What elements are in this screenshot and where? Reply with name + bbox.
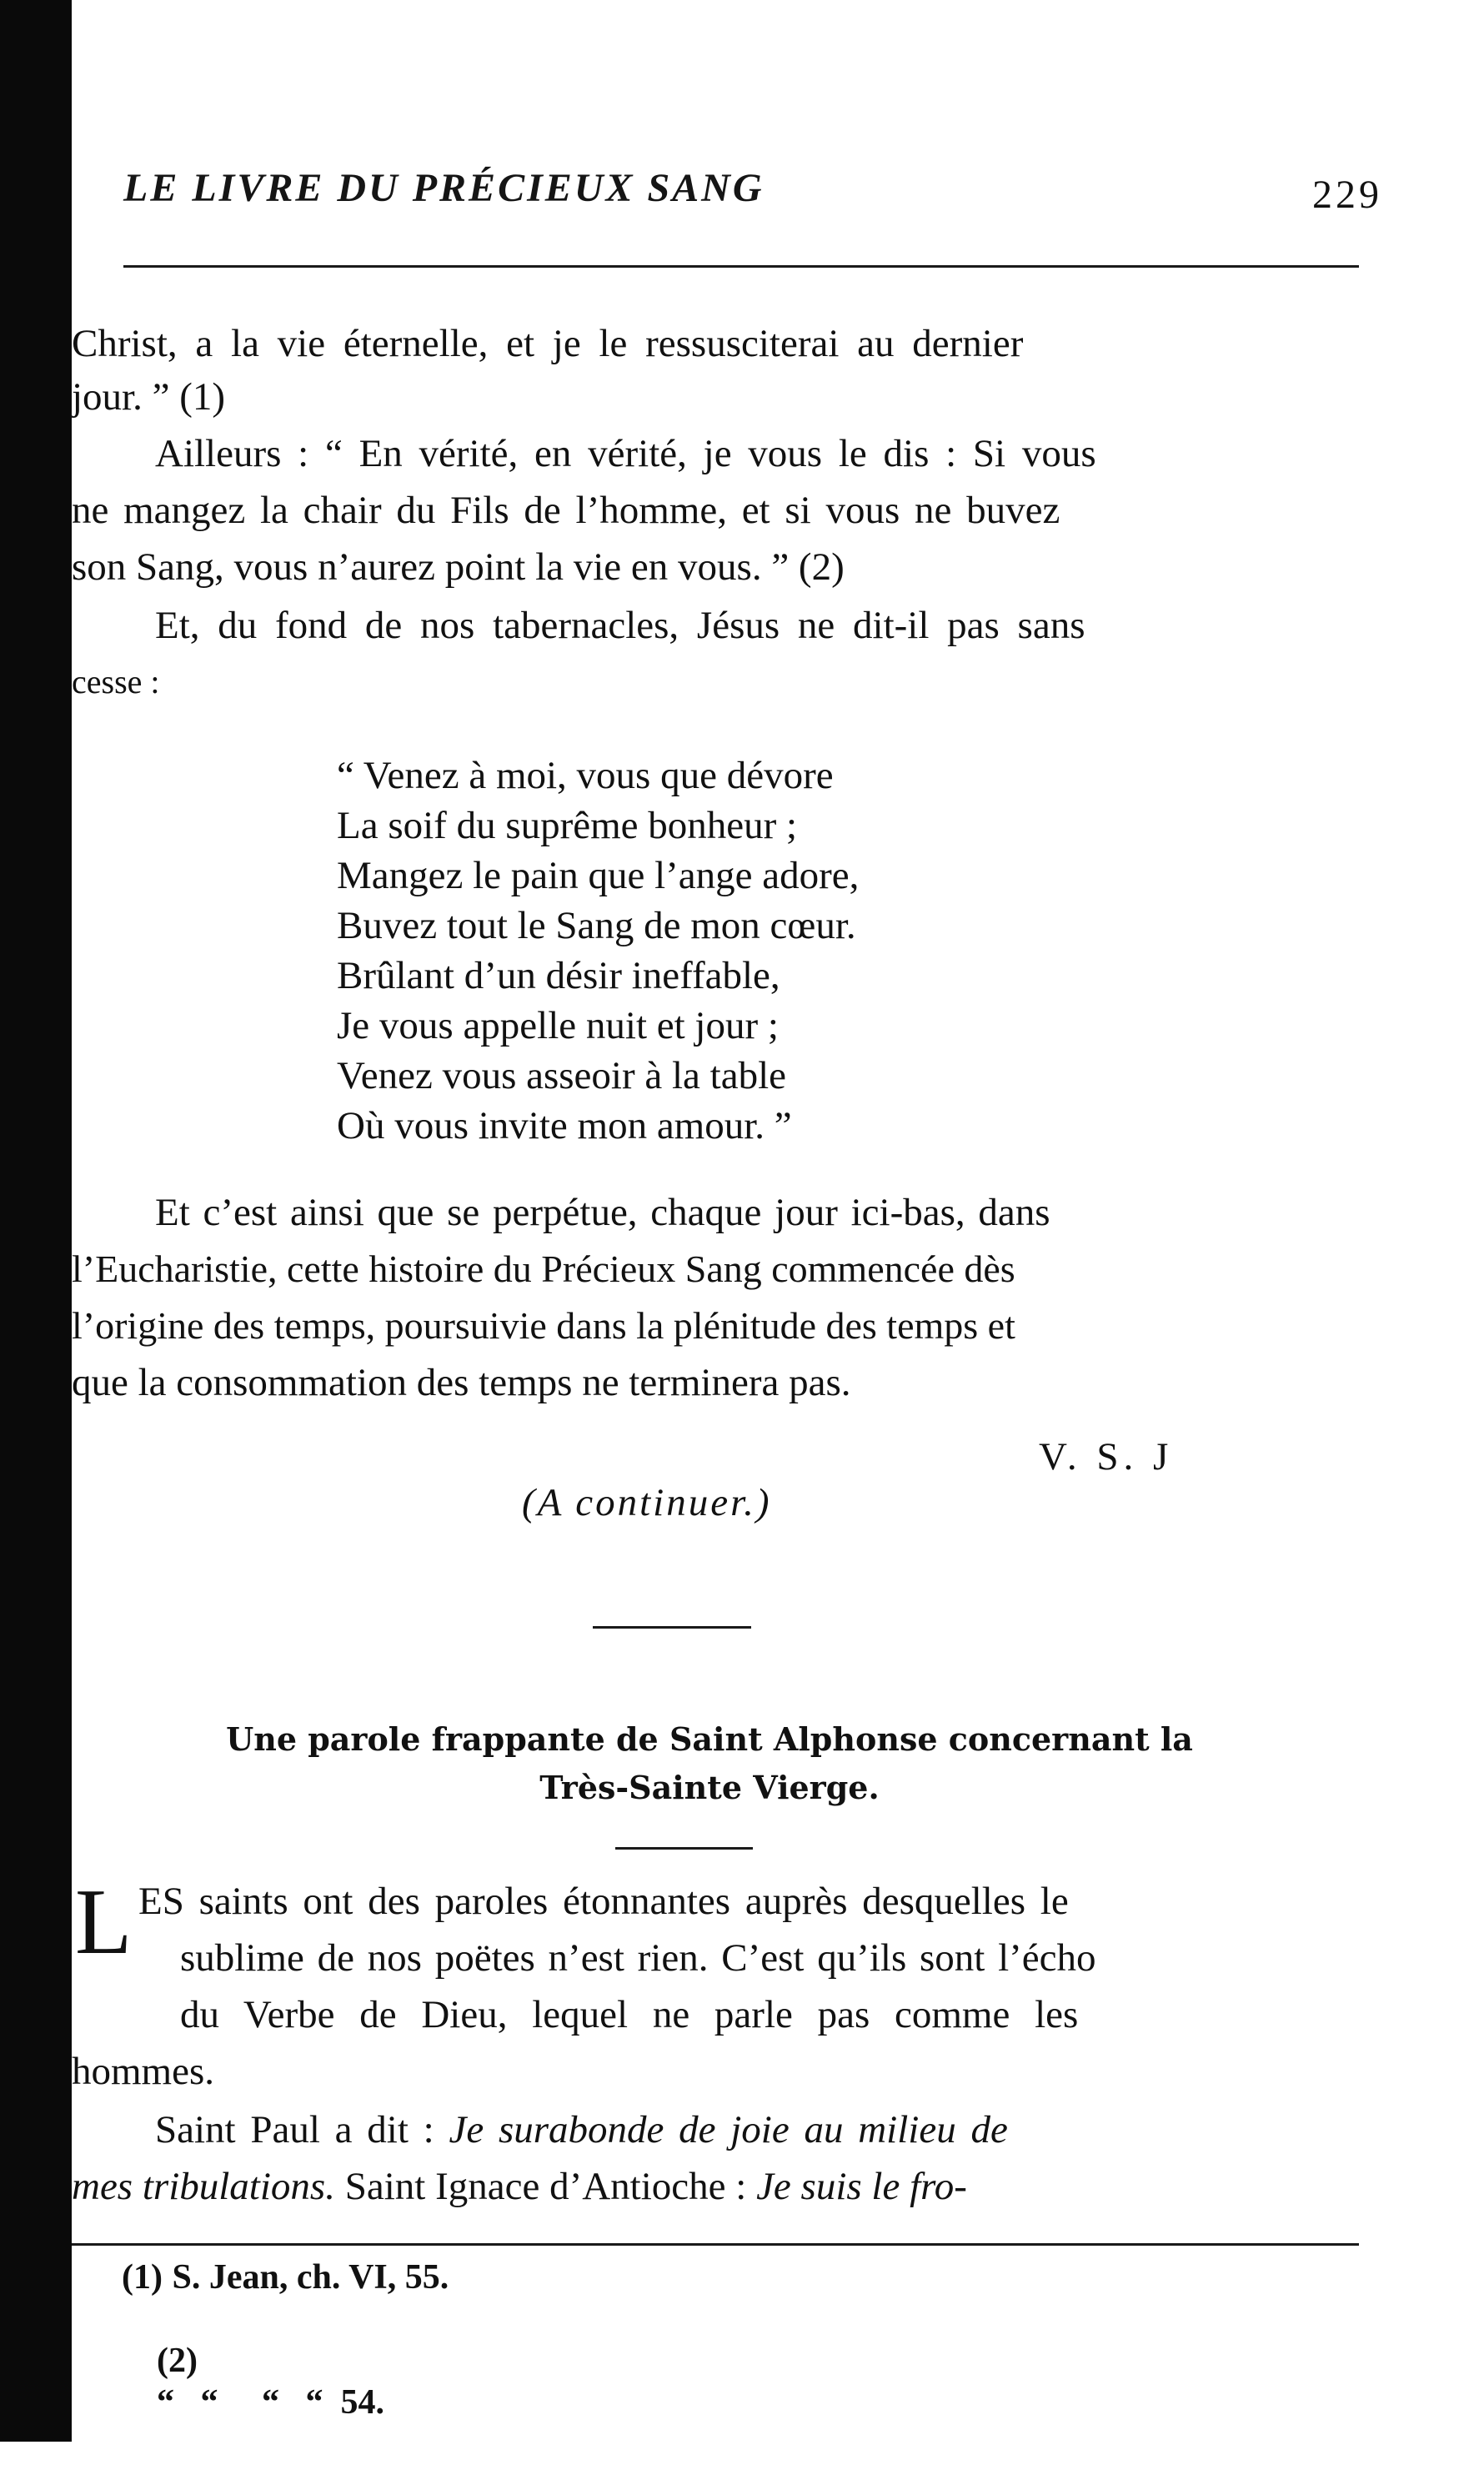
running-head [123, 165, 1382, 232]
footnote-rule [72, 2243, 1359, 2246]
text-line [155, 2101, 1008, 2158]
footnote-mark: (2) [157, 2342, 198, 2380]
text-run: Saint Paul a dit : [155, 2108, 449, 2151]
page-number: 229 [1312, 173, 1382, 217]
text-run-italic: Je suis le fro- [756, 2165, 967, 2208]
text-run: Saint Ignace d’Antioche : [334, 2165, 757, 2208]
poem-line: Où vous invite mon amour. ” [337, 1104, 792, 1147]
text-line: cesse : [72, 663, 160, 700]
poem [337, 751, 859, 1151]
text-line: son Sang, vous n’aurez point la vie en vous. ” (2) [72, 545, 845, 589]
section-separator [593, 1626, 751, 1629]
footnote [122, 2298, 384, 2465]
poem-line: Je vous appelle nuit et jour ; [337, 1004, 779, 1047]
text-line: jour. ” (1) [72, 375, 226, 419]
footnote-text: S. Jean, ch. VI, 55. [172, 2258, 449, 2297]
text-line [72, 2158, 967, 2215]
header-rule [123, 265, 1359, 268]
text-line: que la consommation des temps ne terminera pas. [72, 1361, 851, 1404]
text-line: l’Eucharistie, cette histoire du Précieux Sang commencée dès [72, 1248, 1015, 1290]
drop-cap: L [75, 1870, 133, 1974]
poem-line: Brûlant d’un désir ineffable, [337, 954, 780, 997]
title-separator [615, 1847, 753, 1850]
footnote [122, 2257, 449, 2298]
author-signature: V. S. J [1039, 1435, 1174, 1478]
text-run-italic: mes tribulations. [72, 2165, 335, 2208]
text-line: Et, du fond de nos tabernacles, Jésus ne dit-il pas sans [155, 604, 1085, 647]
running-title: LE LIVRE DU PRÉCIEUX SANG [123, 166, 765, 210]
text-run-italic: Je surabonde de joie au milieu de [449, 2108, 1008, 2151]
footnote-mark: (1) [122, 2258, 163, 2297]
text-line: ne mangez la chair du Fils de l’homme, et si vous ne buvez [72, 489, 1060, 532]
text-line: l’origine des temps, poursuivie dans la plénitude des temps et [72, 1304, 1015, 1347]
section-title-line: Très-Sainte Vierge. [539, 1769, 880, 1806]
text-line: du Verbe de Dieu, lequel ne parle pas comme les [180, 1993, 1079, 2036]
text-line: Christ, a la vie éternelle, et je le ressusciterai au dernier [72, 322, 1024, 365]
book-page [72, 0, 1484, 2442]
continuation-note: (A continuer.) [522, 1481, 772, 1524]
text-line: sublime de nos poëtes n’est rien. C’est qu’ils sont l’écho [180, 1936, 1096, 1980]
poem-line: Mangez le pain que l’ange adore, [337, 854, 860, 897]
poem-line: “ Venez à moi, vous que dévore [337, 754, 834, 797]
text-line: Ailleurs : “ En vérité, en vérité, je vous le dis : Si vous [155, 432, 1096, 475]
section-title-line: Une parole frappante de Saint Alphonse concernant la [226, 1720, 1193, 1758]
poem-line: La soif du suprême bonheur ; [337, 804, 798, 847]
footnote-text: “ “ “ “ 54. [157, 2383, 384, 2422]
text-line: hommes. [72, 2050, 215, 2093]
poem-line: Buvez tout le Sang de mon cœur. [337, 904, 856, 947]
poem-line: Venez vous asseoir à la table [337, 1054, 786, 1097]
book-binding-edge [0, 0, 72, 2442]
text-line: ES saints ont des paroles étonnantes auprès desquelles le [138, 1880, 1069, 1923]
text-line: Et c’est ainsi que se perpétue, chaque jour ici-bas, dans [155, 1191, 1050, 1234]
